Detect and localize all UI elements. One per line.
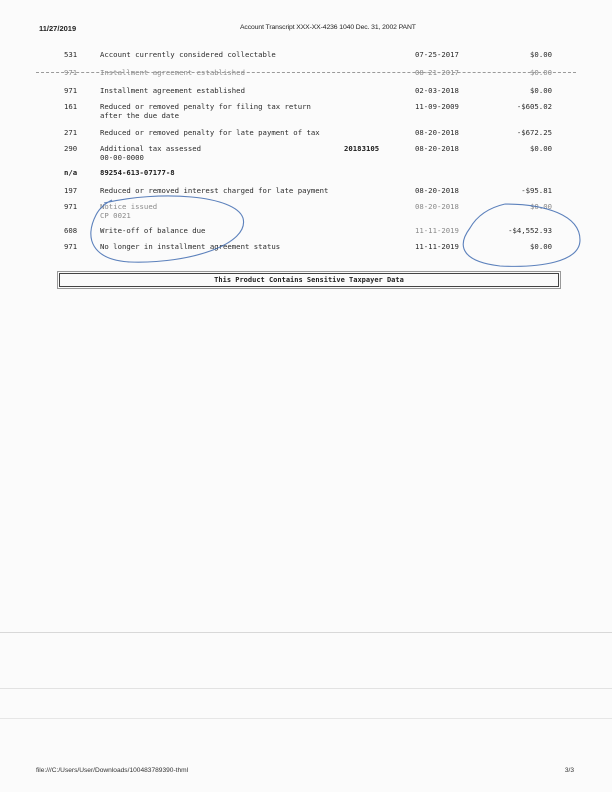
row-code: 161 [64, 102, 78, 111]
footer-page-number: 3/3 [564, 767, 574, 774]
row-amount: $0.00 [530, 86, 552, 95]
row-amount: $0.00 [530, 242, 552, 251]
sensitive-data-banner [59, 273, 559, 287]
row-description: Account currently considered collectable [100, 50, 276, 59]
row-amount: -$672.25 [516, 128, 552, 137]
row-date: 11-11-2019 [415, 226, 459, 235]
row-amount: -$605.02 [516, 102, 552, 111]
row-description: Write-off of balance due [100, 226, 206, 235]
row-description: Reduced or removed penalty for late payment of tax [100, 128, 320, 137]
row-description-line2: CP 0021 [100, 211, 131, 220]
row-description: Reduced or removed interest charged for late payment [100, 186, 329, 195]
row-code: 290 [64, 144, 78, 153]
row-description: Additional tax assessed [100, 144, 202, 153]
row-description: Reduced or removed penalty for filing tax return [100, 102, 311, 111]
row-amount: $0.00 [530, 68, 552, 77]
row-amount: $0.00 [530, 144, 552, 153]
row-date: 08-20-2018 [415, 144, 459, 153]
row-code: 971 [64, 68, 78, 77]
row-code: 197 [64, 186, 78, 195]
scan-artifact-line [0, 632, 612, 633]
strike-through-line [36, 72, 576, 73]
row-description-line2: after the due date [100, 111, 180, 120]
row-code: 971 [64, 86, 78, 95]
row-description-line2: 00-00-0000 [100, 153, 144, 162]
row-code: n/a [64, 168, 78, 177]
right-circle-mark [463, 204, 580, 266]
row-description: Installment agreement established [100, 86, 245, 95]
row-amount: -$4,552.93 [508, 226, 552, 235]
footer-file-path: file:///C:/Users/User/Downloads/100483789390-thml [36, 767, 189, 774]
header-date: 11/27/2019 [39, 24, 77, 33]
scan-artifact-line [0, 718, 612, 719]
row-date: 08-20-2018 [415, 128, 459, 137]
row-description: Installment agreement established [100, 68, 245, 77]
row-code: 608 [64, 226, 78, 235]
row-amount: $0.00 [530, 202, 552, 211]
row-amount: $0.00 [530, 50, 552, 59]
row-cycle: 20183105 [344, 144, 380, 153]
row-date: 08-20-2018 [415, 202, 459, 211]
row-description: Notice issued [100, 202, 158, 211]
row-date: 11-11-2019 [415, 242, 459, 251]
row-description: 89254-613-07177-8 [100, 168, 175, 177]
row-code: 271 [64, 128, 78, 137]
row-date: 11-09-2009 [415, 102, 459, 111]
row-description: No longer in installment agreement status [100, 242, 281, 251]
banner-text: This Product Contains Sensitive Taxpayer Data [214, 276, 404, 284]
row-date: 08-21-2017 [415, 68, 459, 77]
row-date: 08-20-2018 [415, 186, 459, 195]
row-date: 07-25-2017 [415, 50, 459, 59]
row-code: 971 [64, 242, 78, 251]
scan-artifact-line [0, 688, 612, 689]
row-code: 531 [64, 50, 78, 59]
header-title: Account Transcript XXX-XX-4236 1040 Dec. 31, 2002 PANT [240, 24, 416, 31]
row-amount: -$95.81 [521, 186, 552, 195]
row-code: 971 [64, 202, 78, 211]
row-date: 02-03-2018 [415, 86, 459, 95]
